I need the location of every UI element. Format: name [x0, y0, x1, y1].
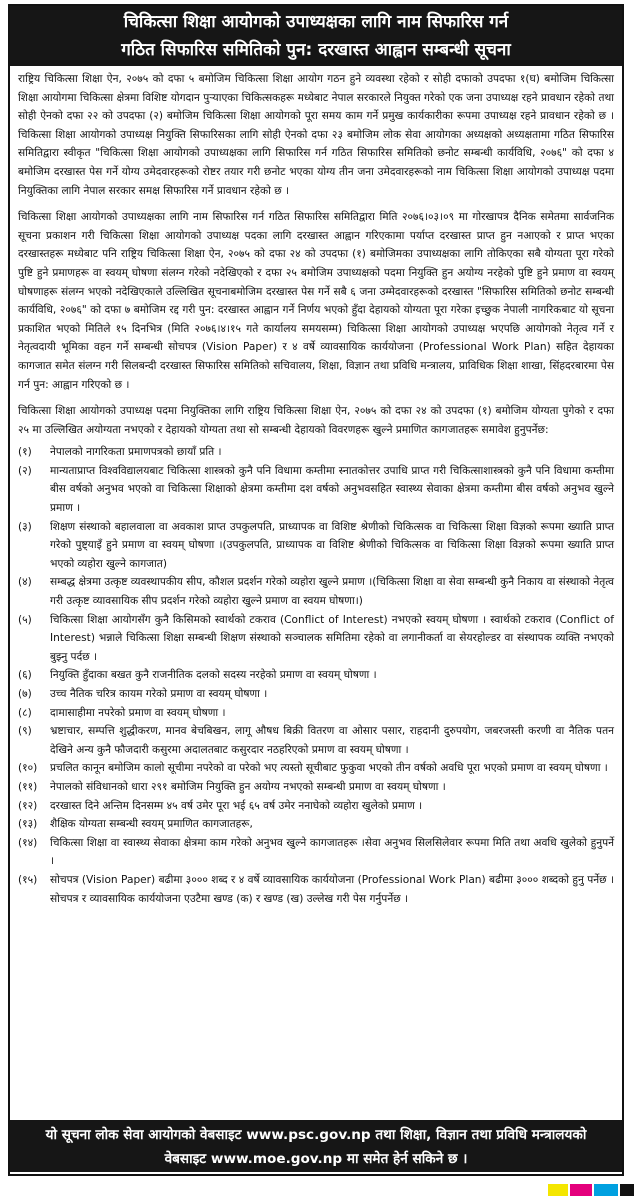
- list-item: [18, 666, 614, 685]
- item-text: नेपालको संविधानको धारा २९१ बमोजिम नियुक्ति हुन अयोग्य नभएको सम्बन्धी प्रमाण वा स्वयम् घोषणा ।: [50, 780, 446, 793]
- item-number: (७): [18, 688, 32, 700]
- list-item: [18, 834, 614, 871]
- print-mark-magenta: [570, 1184, 592, 1196]
- item-text: शैक्षिक योग्यता सम्बन्धी स्वयम् प्रमाणित कागजातहरू,: [50, 818, 253, 831]
- item-text: नियुक्ति हुँदाका बखत कुनै राजनीतिक दलको सदस्य नरहेको प्रमाण वा स्वयम् घोषणा ।: [50, 669, 377, 682]
- item-number: (१३): [18, 818, 38, 831]
- item-text: शिक्षण संस्थाको बहालवाला वा अवकाश प्राप्त उपकुलपति, प्राध्यापक वा विशिष्ट श्रेणीको चिकित्सक वा चिकित्सा शिक्षा विज्ञको रूपमा ख्याति प्राप्त गरेको पुष्ट्याइँ हुने प्रमाण वा स्वयम् घोषणा ।(उपकुलपति, प्राध्यापक वा विशिष्ट श्रेणीको चिकित्सक वा चिकित्सा शिक्षा विज्ञको रूपमा ख्याति प्राप्त भएको व्यहोरा खुल्ने कागजात): [50, 520, 614, 570]
- item-number: (१५): [18, 873, 38, 886]
- item-text: सोचपत्र (Vision Paper) बढीमा ३००० शब्द र ४ वर्षे व्यावसायिक कार्ययोजना (Professional Work Plan) बढीमा ३००० शब्दको हुनु पर्नेछ । सोचपत्र र व्यावसायिक कार्ययोजना एउटैमा खण्ड (क) र खण्ड (ख) उल्लेख गरी पेस गर्नुपर्नेछ ।: [50, 873, 614, 905]
- footer-line-1: यो सूचना लोक सेवा आयोगको वेबसाइट www.psc.gov.np तथा शिक्षा, विज्ञान तथा प्रविधि मन्त्रालयको: [45, 1127, 587, 1143]
- item-number: (१०): [18, 762, 38, 775]
- paragraph-2: चिकित्सा शिक्षा आयोगको उपाध्यक्षका लागि नाम सिफारिस गर्न गठित सिफारिस समितिद्वारा मिति २०७६।०३।०९ मा गोरखापत्र दैनिक समेतमा सार्वजनिक सूचना प्रकाशन गरी चिकित्सा शिक्षा आयोगको उपाध्यक्ष पदका लागि दरखास्त आह्वान गरिएकामा पर्याप्त दरखास्त प्राप्त हुन नआएको र प्राप्त भएका दरखास्तहरू मध्येबाट पनि राष्ट्रिय चिकित्सा शिक्षा ऐन, २०७५ को दफा २४ को उपदफा (१) बमोजिमका उपाध्यक्षका लागि तोकिएका सबै योग्यता पूरा गरेको पुष्टि हुने प्रमाणहरू वा स्वयम् घोषणा संलग्न गरेको नदेखिएको र दफा २५ बमोजिम उपाध्यक्षको पदमा नियुक्ति हुन अयोग्य नरहेको पुष्टि हुने प्रमाण वा स्वयम् घोषणाहरू संलग्न भएको नदेखिएकाले उल्लिखित सूचनाबमोजिम दरखास्त पेस गर्ने सबै ६ जना उम्मेदवारहरूको दरखास्त "सिफारिस समितिको छनोट सम्बन्धी कार्यविधि, २०७६" को दफा ७ बमोजिम रद्द गरी पुन: दरखास्त आह्वान गर्ने निर्णय भएको हुँदा देहायको योग्यता पूरा गरेका इच्छुक नेपाली नागरिकबाट यो सूचना प्रकाशित भएको मितिले १५ दिनभित्र (मिति २०७६।४।१५ गते कार्यालय समयसम्म) चिकित्सा शिक्षा आयोगको उपाध्यक्ष भएपछि आयोगको नेतृत्व गर्ने र नेतृत्वदायी भूमिका वहन गर्ने सम्बन्धी सोचपत्र (Vision Paper) र ४ वर्षे व्यावसायिक कार्ययोजना (Professional Work Plan) सहित देहायका कागजात समेत संलग्न गरी सिलबन्दी दरखास्त सिफारिस समितिको सचिवालय, शिक्षा, विज्ञान तथा प्रविधि मन्त्रालय, प्राविधिक शिक्षा शाखा, सिंहदरबारमा पेस गर्न पुन: आह्वान गरिएको छ ।: [18, 211, 614, 391]
- item-text: उच्च नैतिक चरित्र कायम गरेको प्रमाण वा स्वयम् घोषणा ।: [50, 688, 268, 700]
- list-item: [18, 797, 614, 816]
- list-item: [18, 704, 614, 723]
- item-number: (४): [18, 576, 32, 589]
- item-number: (२): [18, 464, 32, 477]
- item-number: (१२): [18, 799, 38, 812]
- footer-line-2: वेबसाइट www.moe.gov.np मा समेत हेर्न सकिने छ ।: [164, 1151, 468, 1167]
- item-text: दामासाहीमा नपरेको प्रमाण वा स्वयम् घोषणा ।: [50, 706, 226, 719]
- print-mark-yellow: [548, 1184, 568, 1196]
- item-text: चिकित्सा शिक्षा आयोगसँग कुनै किसिमको स्वार्थको टकराव (Conflict of Interest) नभएको स्वयम् घोषणा । स्वार्थको टकराव (Conflict of Interest) भन्नाले चिकित्सा शिक्षा सम्बन्धी शिक्षण संस्थाको सञ्चालक समितिमा रहेको वा लगानीकर्ता वा सेयरहोल्डर वा संस्थापक व्यक्ति नभएको बुझ्नु पर्दछ ।: [50, 613, 614, 663]
- item-number: (११): [18, 780, 38, 793]
- requirements-list: [18, 443, 614, 908]
- item-text: दरखास्त दिने अन्तिम दिनसम्म ४५ वर्ष उमेर पूरा भई ६५ वर्ष उमेर ननाघेको व्यहोरा खुलेको प्रमाण ।: [50, 799, 423, 812]
- list-item: [18, 573, 614, 610]
- item-number: (१): [18, 446, 32, 459]
- item-number: (१४): [18, 836, 38, 849]
- list-intro: चिकित्सा शिक्षा आयोगको उपाध्यक्ष पदमा नियुक्तिका लागि राष्ट्रिय चिकित्सा शिक्षा ऐन, २०७५ को दफा २४ को उपदफा (१) बमोजिम योग्यता पुगेको र दफा २५ मा उल्लिखित अयोग्यता नभएको र देहायको योग्यता तथा सो सम्बन्धी देहायको विवरणहरू खुल्ने प्रमाणित कागजातहरू समावेश हुनुपर्नेछ:: [18, 405, 614, 436]
- list-item: [18, 685, 614, 704]
- item-number: (५): [18, 613, 32, 626]
- list-item: [18, 759, 614, 778]
- list-item: [18, 443, 614, 462]
- item-text: नेपालको नागरिकता प्रमाणपत्रको छायाँ प्रति ।: [50, 446, 222, 459]
- item-number: (९): [18, 725, 32, 738]
- header-title-line-2: गठित सिफारिस समितिको पुन: दरखास्त आह्वान सम्बन्धी सूचना: [121, 40, 511, 60]
- list-item: [18, 722, 614, 759]
- item-number: (८): [18, 706, 32, 719]
- item-text: प्रचलित कानून बमोजिम कालो सूचीमा नपरेको वा परेको भए त्यस्तो सूचीबाट फुकुवा भएको तीन वर्षको अवधि पूरा भएको प्रमाण वा स्वयम् घोषणा ।: [50, 762, 608, 775]
- list-item: [18, 518, 614, 574]
- list-item: [18, 815, 614, 834]
- list-item: [18, 462, 614, 518]
- list-item: [18, 871, 614, 908]
- notice-header: [10, 6, 622, 66]
- item-number: (३): [18, 520, 32, 533]
- item-number: (६): [18, 669, 32, 682]
- item-text: मान्यताप्राप्त विश्वविद्यालयबाट चिकित्सा शास्त्रको कुनै पनि विधामा कम्तीमा स्नातकोत्तर उपाधि प्राप्त गरी चिकित्साशास्त्रको कुनै पनि विधामा कम्तीमा बीस वर्षको अनुभव भएको वा चिकित्सा शिक्षाको क्षेत्रमा कम्तीमा दश वर्षको अनुभवसहित स्वास्थ्य सेवाका क्षेत्रमा कम्तीमा बीस वर्षको अनुभव खुल्ने प्रमाण ।: [50, 464, 614, 515]
- item-text: सम्बद्ध क्षेत्रमा उत्कृष्ट व्यवस्थापकीय सीप, कौशल प्रदर्शन गरेको व्यहोरा खुल्ने प्रमाण ।(चिकित्सा शिक्षा वा सेवा सम्बन्धी कुनै निकाय वा संस्थाको नेतृत्व गरी उत्कृष्ट व्यावसायिक सीप प्रदर्शन गरेको व्यहोरा खुल्ने प्रमाण वा स्वयम घोषणा।): [50, 576, 614, 608]
- paragraph-1: राष्ट्रिय चिकित्सा शिक्षा ऐन, २०७५ को दफा ५ बमोजिम चिकित्सा शिक्षा आयोग गठन हुने व्यवस्था रहेको र सोही दफाको उपदफा १(घ) बमोजिम चिकित्सा शिक्षा आयोगमा चिकित्सा क्षेत्रमा विशिष्ट योगदान पुऱ्याएका चिकित्सकहरू मध्येबाट नेपाल सरकारले नियुक्त गरेको एक जना उपाध्यक्ष रहने प्रावधान रहेको तथा सोही ऐनको दफा २२ को उपदफा (२) बमोजिम चिकित्सा शिक्षा आयोगको पूरा समय काम गर्ने प्रमुख कार्यकारीका रूपमा उपाध्यक्ष रहने प्रावधान रहेको छ । चिकित्सा शिक्षा आयोगको उपाध्यक्ष नियुक्ति सिफारिसका लागि सोही ऐनको दफा २३ बमोजिम लोक सेवा आयोगका अध्यक्षको अध्यक्षतामा गठित सिफारिस समितिद्वारा स्वीकृत "चिकित्सा शिक्षा आयोगको उपाध्यक्षका लागि सिफारिस गर्न गठित सिफारिस समितिको छनोट सम्बन्धी कार्यविधि, २०७६" को दफा ४ बमोजिम दरखास्त पेस गर्ने योग्य उमेदवारहरूको रोष्टर तयार गरी छनोट भएका योग्य तीन जना उमेदवारहरूको नाम चिकित्सा शिक्षा आयोगको उपाध्यक्ष पदमा नियुक्तिका लागि नेपाल सरकार समक्ष सिफारिस गर्ने प्रावधान रहेको छ ।: [18, 73, 614, 197]
- notice-footer: [10, 1120, 622, 1172]
- list-item: [18, 611, 614, 667]
- list-item: [18, 778, 614, 797]
- notice-body: [18, 70, 614, 908]
- item-text: चिकित्सा शिक्षा वा स्वास्थ्य सेवाका क्षेत्रमा काम गरेको अनुभव खुल्ने कागजातहरू ।सेवा अनुभव सिलसिलेवार रूपमा मिति तथा अवधि खुलेको हुनुपर्ने ।: [50, 836, 614, 868]
- print-mark-black: [620, 1184, 634, 1196]
- header-title-line-1: चिकित्सा शिक्षा आयोगको उपाध्यक्षका लागि नाम सिफारिस गर्न: [123, 12, 509, 32]
- print-mark-cyan: [594, 1184, 618, 1196]
- item-text: भ्रष्टाचार, सम्पत्ति शुद्धीकरण, मानव बेचबिखन, लागू औषध बिक्री वितरण वा ओसार पसार, राहदानी दुरुपयोग, जबरजस्ती करणी वा नैतिक पतन देखिने अन्य कुनै फौजदारी कसुरमा अदालतबाट कसुरदार नठहरिएको प्रमाण वा स्वयम् घोषणा ।: [50, 725, 614, 756]
